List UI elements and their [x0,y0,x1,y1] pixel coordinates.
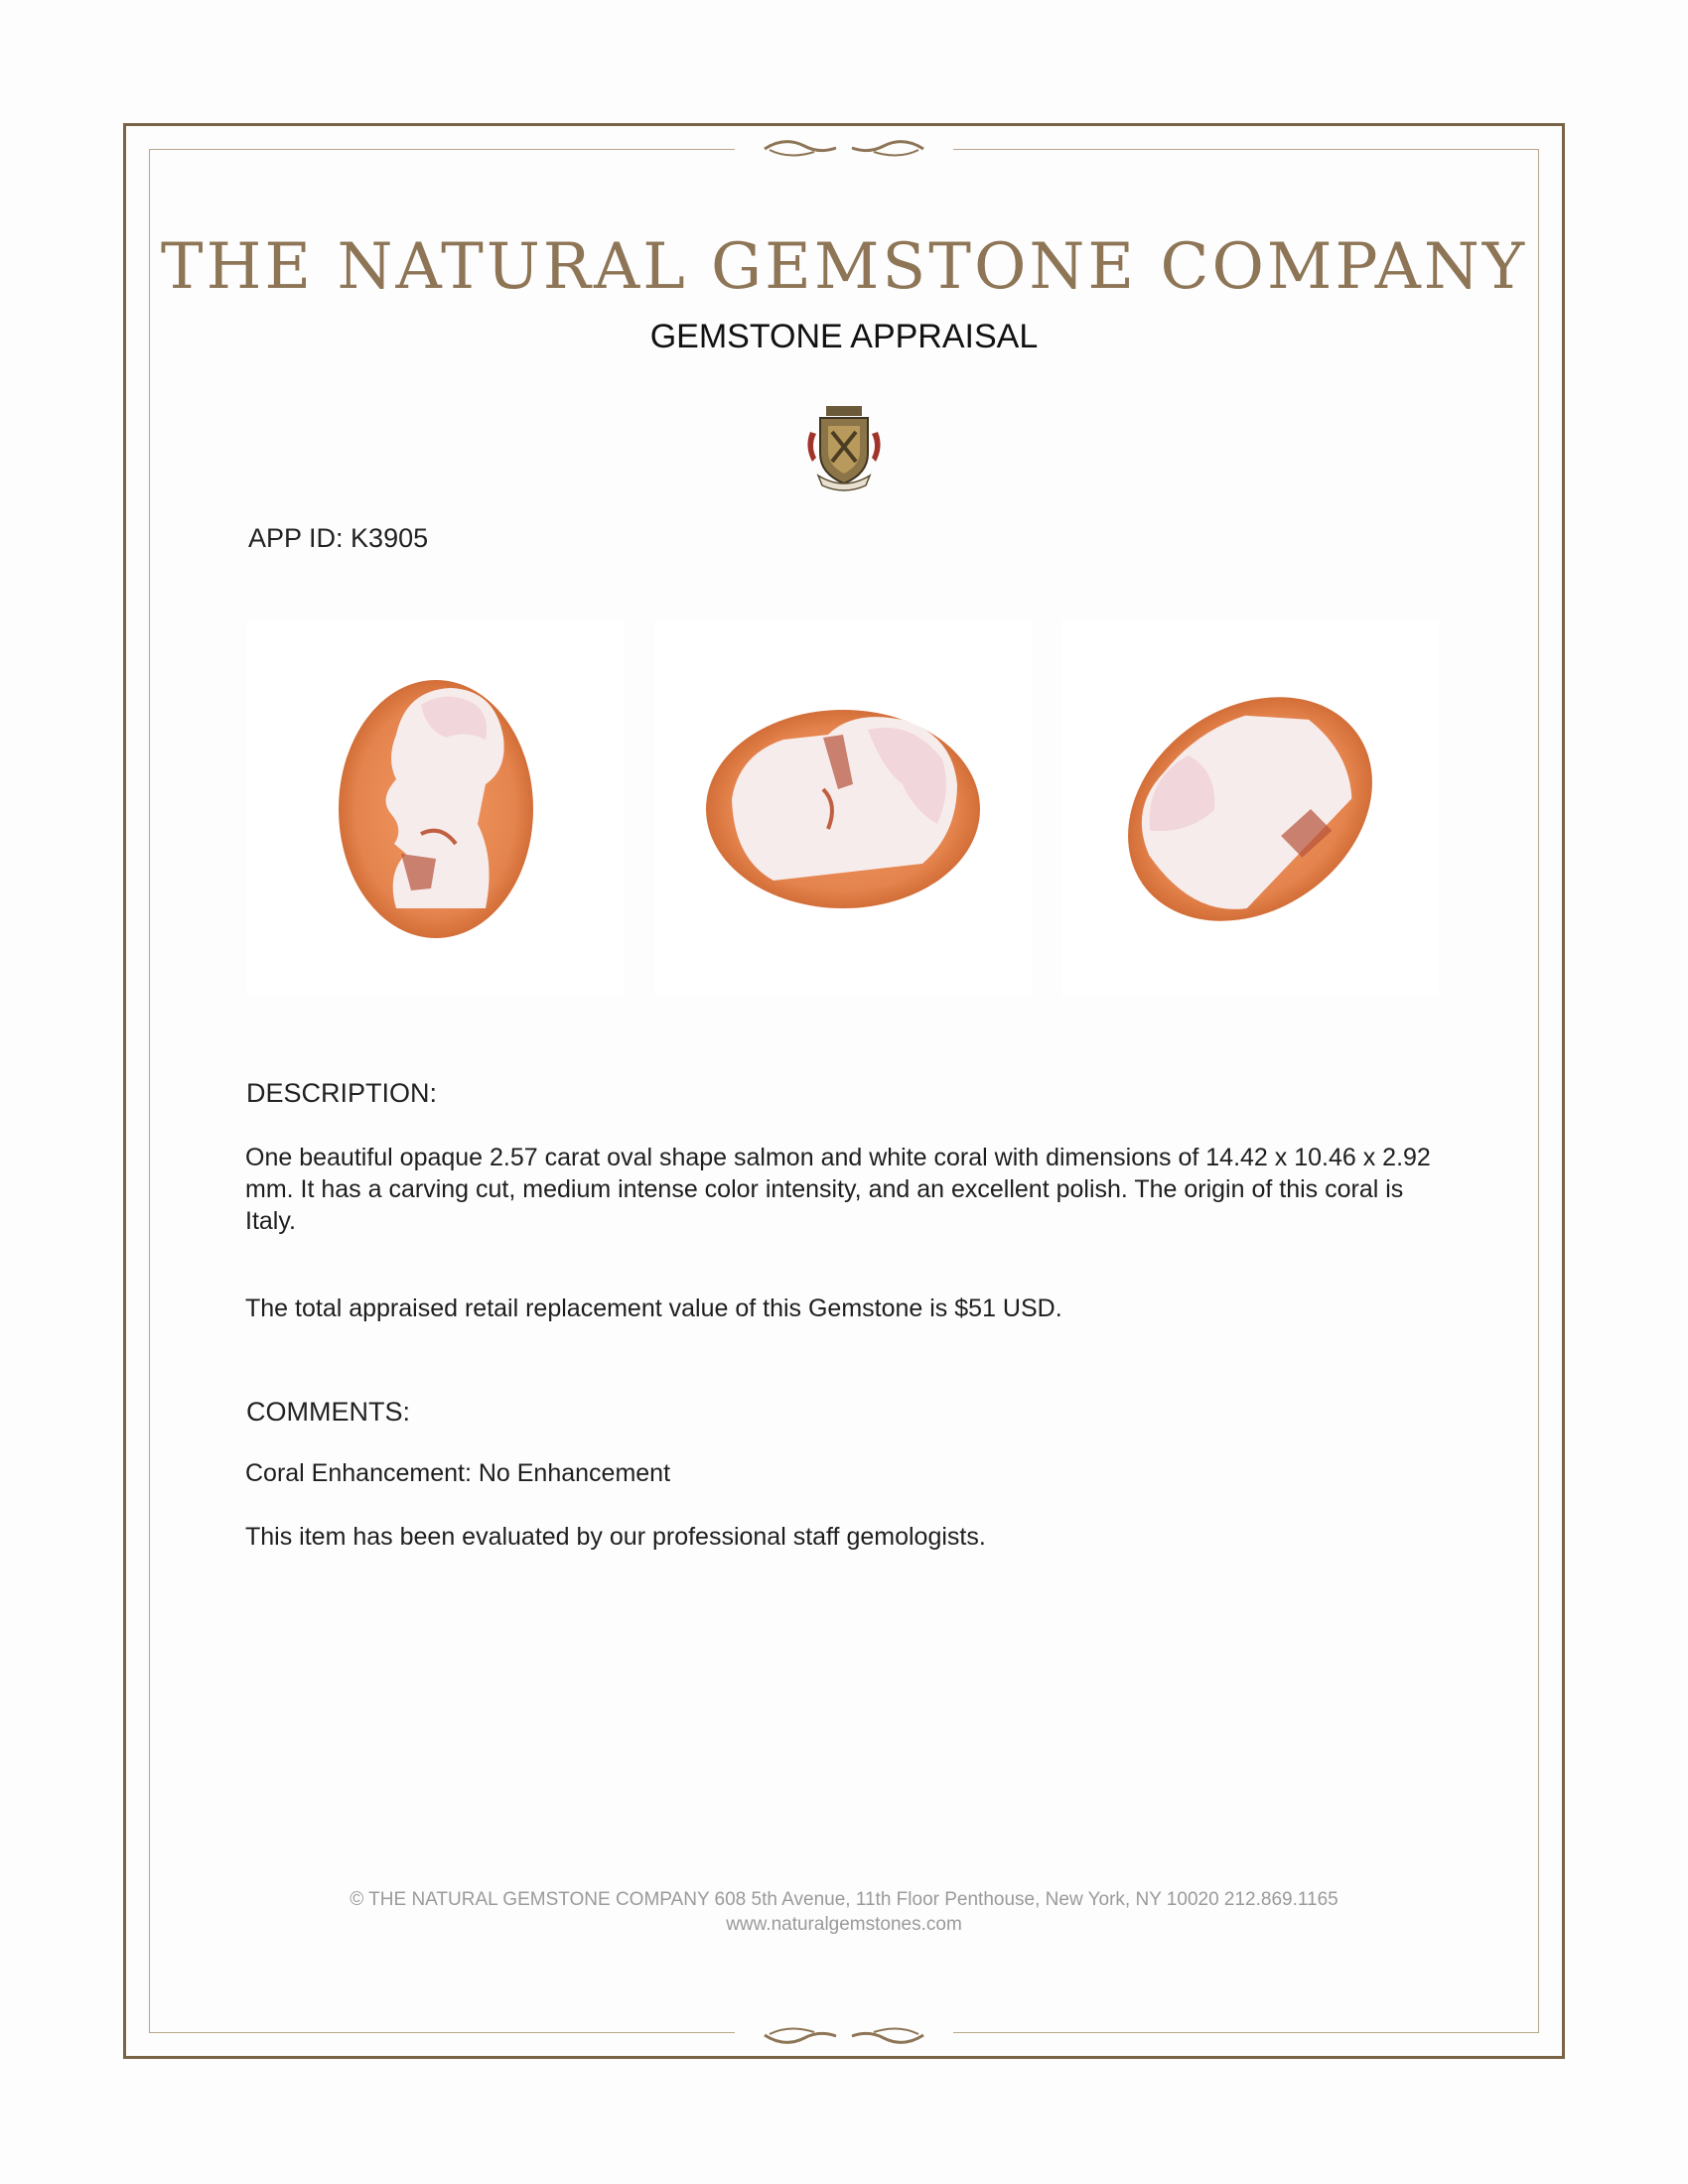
footer-address: © THE NATURAL GEMSTONE COMPANY 608 5th Avenue, 11th Floor Penthouse, New York, NY 10020 212.869.1165 [350,1889,1338,1910]
company-name: THE NATURAL GEMSTONE COMPANY [160,230,1528,304]
app-id: APP ID: K3905 [248,523,429,553]
top-ornament-icon [735,129,953,169]
description-text: One beautiful opaque 2.57 carat oval shape salmon and white coral with dimensions of 14.42 x 10.46 x 2.92 mm. It has a carving cut, medium intense color intensity, and an excellent polish. The origin of this coral is Italy. [245,1144,1431,1235]
gemstone-photo-side [654,620,1032,996]
enhancement-comment: Coral Enhancement: No Enhancement [245,1459,671,1487]
document-title: GEMSTONE APPRAISAL [649,318,1039,355]
gemstone-photo-front [247,620,625,996]
appraised-value-statement: The total appraised retail replacement value of this Gemstone is $51 USD. [245,1295,1062,1322]
evaluation-comment: This item has been evaluated by our professional staff gemologists. [245,1523,986,1551]
gemstone-photo-angled [1061,620,1439,996]
comments-heading: COMMENTS: [246,1397,410,1427]
bottom-ornament-icon [735,2015,953,2055]
footer-website: www.naturalgemstones.com [726,1914,962,1935]
company-crest-icon [802,402,886,493]
description-heading: DESCRIPTION: [246,1078,438,1108]
